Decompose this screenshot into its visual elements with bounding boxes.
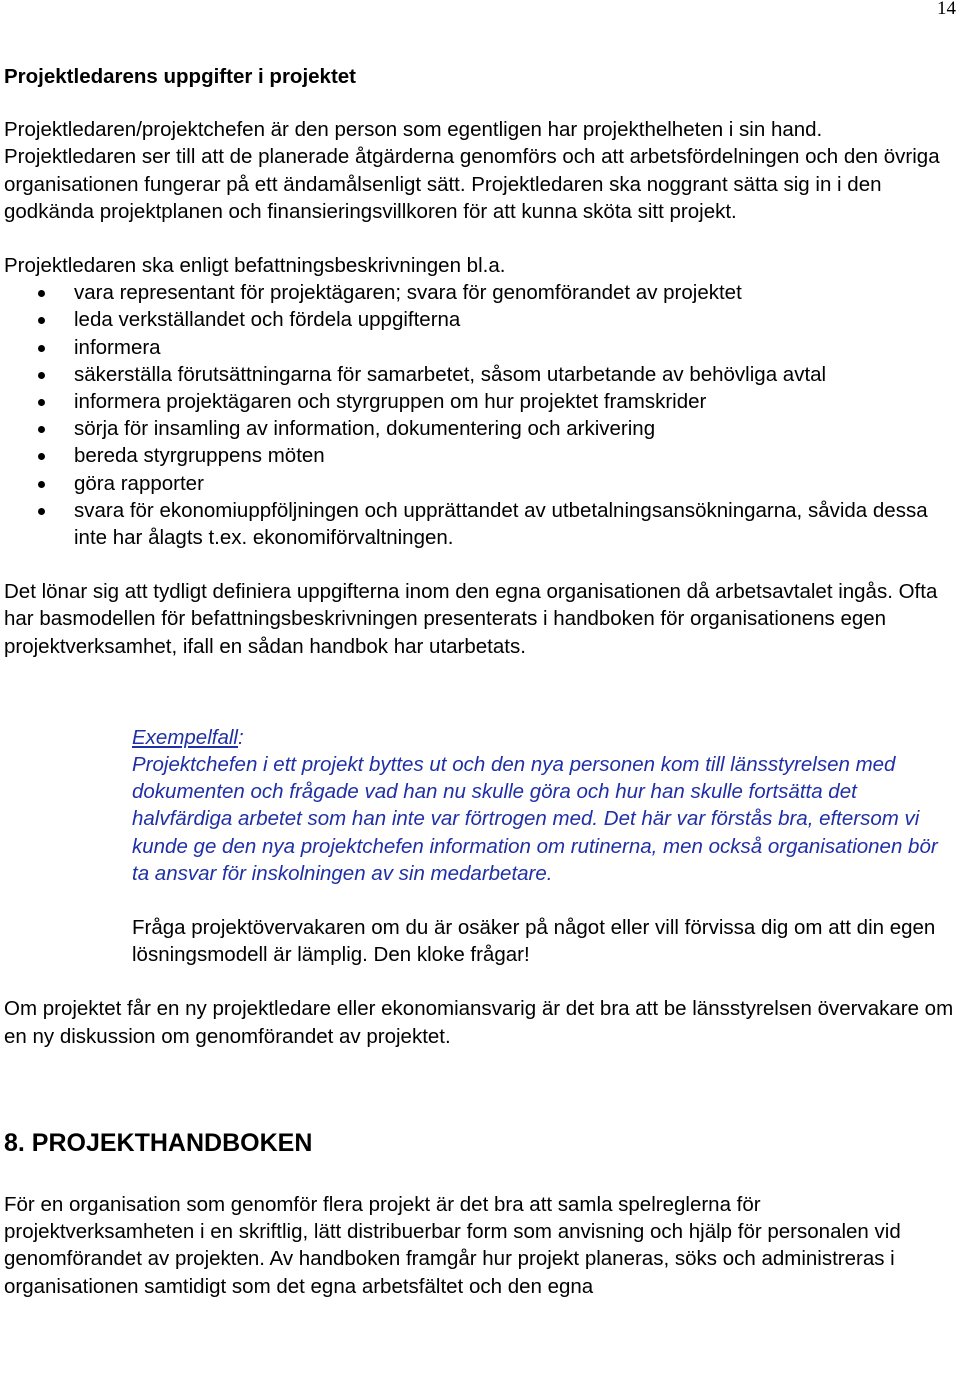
list-item-text: sörja för insamling av information, dokumentering och arkivering bbox=[74, 417, 656, 441]
list-item-text: svara för ekonomiuppföljningen och upprättandet av utbetalningsansökningarna, såvida dessa inte har ålagts t.ex. ekonomiförvaltningen. bbox=[74, 498, 928, 550]
intro-paragraph: Projektledaren/projektchefen är den person som egentligen har projekthelheten i sin hand. Projektledaren ser till att de planerade åtgärderna genomförs och att arbetsfördelningen och den övriga organisationen fungerar på ett ändamålsenligt sätt. Projektledaren ska noggrant sätta sig in i den godkända projektplanen och finansieringsvillkoren för att kunna sköta sitt projekt. bbox=[4, 118, 940, 223]
section-heading: Projektledarens uppgifter i projektet bbox=[4, 65, 356, 88]
list-item-text: säkerställa förutsättningarna för samarbetet, såsom utarbetande av behövliga avtal bbox=[74, 362, 827, 386]
list-item bbox=[4, 442, 956, 469]
example-label: Exempelfall bbox=[132, 725, 238, 749]
list-item bbox=[4, 470, 956, 497]
bullet-icon bbox=[38, 345, 45, 352]
example-box bbox=[132, 724, 956, 887]
list-item-text: informera projektägaren och styrgruppen om hur projektet framskrider bbox=[74, 390, 707, 414]
list-item bbox=[4, 334, 956, 361]
list-item-text: vara representant för projektägaren; svara för genomförandet av projektet bbox=[74, 281, 742, 305]
list-item bbox=[4, 306, 956, 333]
list-item-text: bereda styrgruppens möten bbox=[74, 444, 325, 468]
list-item bbox=[4, 497, 956, 551]
list-item bbox=[4, 361, 956, 388]
bullet-icon bbox=[38, 508, 45, 515]
bullet-icon bbox=[38, 317, 45, 324]
list-item bbox=[4, 279, 956, 306]
bullet-icon bbox=[38, 372, 45, 379]
list-item bbox=[4, 415, 956, 442]
example-text: Projektchefen i ett projekt byttes ut och den nya personen kom till länsstyrelsen med dokumenten och frågade vad han nu skulle göra och hur han skulle fortsätta det halvfärdiga arbetet som han inte var förtrogen med. Det här var förstås bra, eftersom vi kunde ge den nya projektchefen information om rutinerna, men också organisationen bör ta ansvar för inskolningen av sin medarbetare. bbox=[132, 753, 938, 885]
bullet-icon bbox=[38, 453, 45, 460]
handbook-paragraph: För en organisation som genomför flera projekt är det bra att samla spelreglerna för projektverksamheten i en skriftlig, lätt distribuerbar form som anvisning och hjälp för personalen vid genomförandet av projekten. Av handboken framgår hur projekt planeras, söks och administreras i organisationen samtidigt som det egna arbetsfältet och den egna bbox=[4, 1192, 901, 1298]
document-body bbox=[4, 63, 956, 1300]
duties-list bbox=[4, 279, 956, 551]
bullet-icon bbox=[38, 426, 45, 433]
definition-paragraph: Det lönar sig att tydligt definiera uppgifterna inom den egna organisationen då arbetsavtalet ingås. Ofta har basmodellen för befattningsbeskrivningen presenterats i handboken för organisationens egen projektverksamhet, ifall en sådan handbok har utarbetats. bbox=[4, 580, 938, 658]
example-colon: : bbox=[237, 725, 244, 749]
chapter-heading: 8. PROJEKTHANDBOKEN bbox=[4, 1128, 313, 1157]
page-number: 14 bbox=[937, 0, 956, 19]
example-heading bbox=[132, 724, 956, 751]
list-item-text: leda verkställandet och fördela uppgifterna bbox=[74, 308, 461, 332]
bullet-icon bbox=[38, 290, 45, 297]
list-item bbox=[4, 388, 956, 415]
new-manager-paragraph: Om projektet får en ny projektledare eller ekonomiansvarig är det bra att be länsstyrelsen övervakare om en ny diskussion om genomförandet av projektet. bbox=[4, 997, 954, 1048]
advice-paragraph: Fråga projektövervakaren om du är osäker på något eller vill förvissa dig om att din egen lösningsmodell är lämplig. Den kloke frågar! bbox=[132, 916, 936, 967]
list-intro: Projektledaren ska enligt befattningsbeskrivningen bl.a. bbox=[4, 254, 506, 278]
list-item-text: informera bbox=[74, 335, 161, 359]
list-item-text: göra rapporter bbox=[74, 471, 204, 495]
bullet-icon bbox=[38, 399, 45, 406]
bullet-icon bbox=[38, 481, 45, 488]
